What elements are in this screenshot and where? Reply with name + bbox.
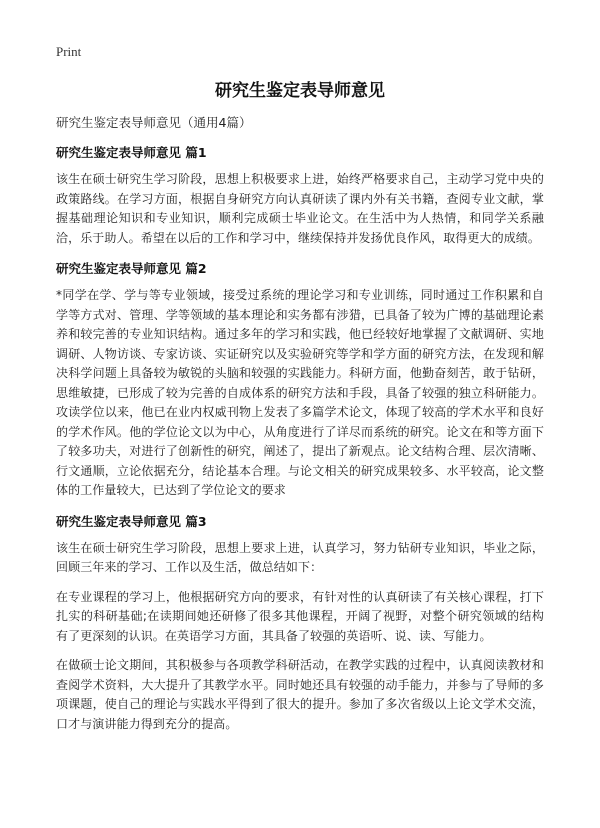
paragraph: 该生在硕士研究生学习阶段，思想上要求上进，认真学习，努力钻研专业知识，毕业之际，回顾三年来的学习、工作以及生活，做总结如下：: [56, 540, 544, 574]
page-title: 研究生鉴定表导师意见: [215, 81, 385, 101]
section-heading: 研究生鉴定表导师意见 篇2: [56, 261, 207, 276]
paragraph: 在做硕士论文期间，其积极参与各项教学科研活动，在教学实践的过程中，认真阅读教材和查阅学术资料，大大提升了其教学水平。同时她还具有较强的动手能力，并参与了导师的多项课题，使自己的理论与实践水平得到了很大的提升。参加了多次省级以上论文学术交流，口才与演讲能力得到充分的提高。: [56, 658, 544, 731]
paragraph: *同学在学、学与等专业领域，接受过系统的理论学习和专业训练，同时通过工作积累和自学等方式对、管理、学等领域的基本理论和实务都有涉猎，已具备了较为广博的基础理论素养和较完善的专业知识结构。通过多年的学习和实践，他已经较好地掌握了文献调研、实地调研、人物访谈、专家访谈、实证研究以及实验研究等学和学方面的研究方法，在发现和解决科学问题上具备较为敏锐的头脑和较强的实践能力。科研方面，他勤奋刻苦，敢于钻研，思维敏捷，已形成了较为完善的自成体系的研究方法和手段，具备了较强的独立科研能力。攻读学位以来，他已在业内权威刊物上发表了多篇学术论文，体现了较高的学术水平和良好的学术作风。他的学位论文以为中心，从角度进行了详尽而系统的研究。论文在和等方面下了较多功夫，对进行了创新性的研究，阐述了，提出了新观点。论文结构合理、层次清晰、行文通顺，立论依据充分，结论基本合理。与论文相关的研究成果较多、水平较高，论文整体的工作量较大，已达到了学位论文的要求: [56, 288, 544, 497]
document-subtitle: 研究生鉴定表导师意见（通用4篇）: [56, 115, 252, 130]
section-3: [56, 513, 544, 735]
section-heading: 研究生鉴定表导师意见 篇1: [56, 145, 207, 160]
paragraph: 在专业课程的学习上，他根据研究方向的要求，有针对性的认真研读了有关核心课程，打下扎实的科研基础;在读期间她还研修了很多其他课程，开阔了视野，对整个研究领域的结构有了更深刻的认识。在英语学习方面，其具备了较强的英语听、说、读、写能力。: [56, 589, 544, 643]
print-label: Print: [56, 44, 82, 59]
section-1: [56, 144, 544, 248]
paragraph: 该生在硕士研究生学习阶段，思想上积极要求上进，始终严格要求自己，主动学习党中央的政策路线。在学习方面，根据自身研究方向认真研读了课内外有关书籍，查阅专业文献，掌握基础理论知识和专业知识，顺利完成硕士毕业论文。在生活中为人热情，和同学关系融洽，乐于助人。希望在以后的工作和学习中，继续保持并发扬优良作风，取得更大的成绩。: [56, 172, 544, 245]
section-2: [56, 260, 544, 501]
section-heading: 研究生鉴定表导师意见 篇3: [56, 513, 207, 529]
